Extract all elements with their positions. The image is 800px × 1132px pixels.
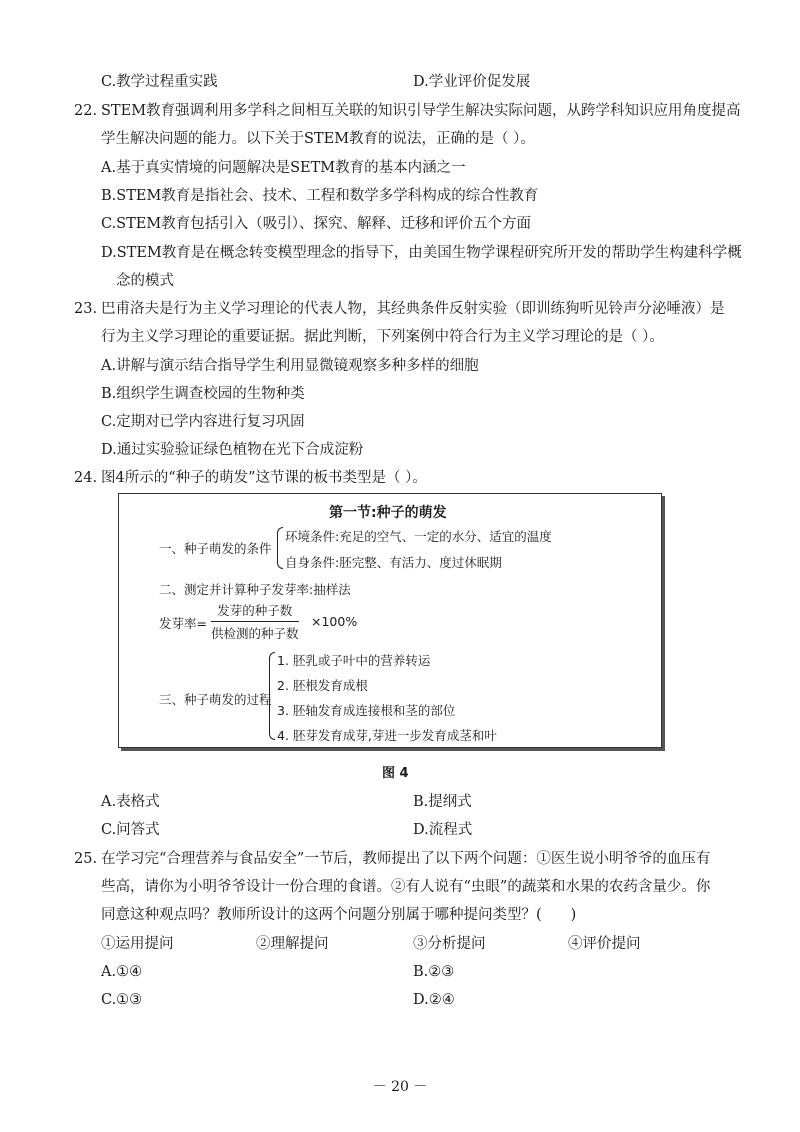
q24-number: 24. [74, 470, 98, 486]
board-formula-tail: ×100% [311, 614, 358, 629]
board-step-4: 4. 胚芽发育成芽,芽进一步发育成茎和叶 [277, 728, 497, 743]
board-section3-label: 三、种子萌发的过程 [159, 692, 272, 707]
q25-stem-line3: 同意这种观点吗？教师所设计的这两个问题分别属于哪种提问类型？( ) [101, 907, 577, 923]
formula-denominator: 供检测的种子数 [211, 626, 299, 641]
board-section2: 二、测定并计算种子发芽率:抽样法 [159, 582, 351, 597]
q23-number: 23. [74, 301, 98, 317]
q23-option-a: A.讲解与演示结合指导学生利用显微镜观察多种多样的细胞 [101, 358, 479, 374]
board-section1-item1: 环境条件:充足的空气、一定的水分、适宜的温度 [285, 529, 552, 544]
q25-choice-3: ③分析提问 [413, 936, 486, 952]
q22-stem-line1: STEM教育强调利用多学科之间相互关联的知识引导学生解决实际问题，从跨学科知识应用角度提高 [101, 103, 741, 119]
q22-number: 22. [74, 103, 98, 119]
section3-brace [269, 652, 275, 740]
q25-choice-2: ②理解提问 [256, 936, 329, 952]
q24-option-d: D.流程式 [413, 822, 473, 838]
q24-option-a: A.表格式 [101, 794, 160, 810]
q25-option-d: D.②④ [413, 992, 455, 1008]
page-number: － 20 － [372, 1079, 428, 1095]
q25-option-b: B.②③ [413, 964, 455, 980]
q22-option-b: B.STEM教育是指社会、技术、工程和数学多学科构成的综合性教育 [101, 188, 539, 204]
q22-option-d-line2: 念的模式 [116, 273, 174, 289]
formula-numerator: 发芽的种子数 [211, 601, 299, 622]
q25-option-c: C.①③ [101, 992, 143, 1008]
section1-brace [277, 527, 283, 569]
q25-option-a: A.①④ [101, 964, 143, 980]
q25-number: 25. [74, 851, 98, 867]
q22-option-c: C.STEM教育包括引入（吸引）、探究、解释、迁移和评价五个方面 [101, 216, 531, 232]
q23-option-b: B.组织学生调查校园的生物种类 [101, 386, 305, 402]
q22-option-d-line1: D.STEM教育是在概念转变模型理念的指导下，由美国生物学课程研究所开发的帮助学生构建科学概 [101, 245, 742, 261]
q25-stem-line1: 在学习完“合理营养与食品安全”一节后，教师提出了以下两个问题：①医生说小明爷爷的血压有 [101, 851, 711, 867]
q23-stem-line2: 行为主义学习理论的重要证据。据此判断，下列案例中符合行为主义学习理论的是（ ）。 [101, 329, 664, 345]
q21-option-d: D.学业评价促发展 [413, 74, 531, 90]
board-section1-label: 一、种子萌发的条件 [159, 541, 272, 556]
board-step-1: 1. 胚乳或子叶中的营养转运 [277, 653, 431, 668]
q23-stem-line1: 巴甫洛夫是行为主义学习理论的代表人物，其经典条件反射实验（即训练狗听见铃声分泌唾液）是 [101, 301, 725, 317]
q25-stem-line2: 些高，请你为小明爷爷设计一份合理的食谱。②有人说有“虫眼”的蔬菜和水果的农药含量少。你 [101, 879, 711, 895]
q22-option-a: A.基于真实情境的问题解决是SETM教育的基本内涵之一 [101, 160, 466, 176]
board-step-2: 2. 胚根发育成根 [277, 678, 368, 693]
q24-option-c: C.问答式 [101, 822, 160, 838]
q23-option-c: C.定期对已学内容进行复习巩固 [101, 414, 305, 430]
blackboard-figure [118, 493, 662, 748]
q21-option-c: C.教学过程重实践 [101, 74, 218, 90]
q24-stem: 图4所示的“种子的萌发”这节课的板书类型是（ ）。 [101, 470, 427, 486]
q25-choice-4: ④评价提问 [568, 936, 641, 952]
board-formula-lhs: 发芽率= [159, 616, 207, 631]
q24-option-b: B.提纲式 [413, 794, 472, 810]
q25-choice-1: ①运用提问 [101, 936, 174, 952]
figure-caption: 图 4 [382, 766, 409, 781]
board-step-3: 3. 胚轴发育成连接根和茎的部位 [277, 703, 456, 718]
board-title: 第一节:种子的萌发 [329, 505, 447, 521]
q22-stem-line2: 学生解决问题的能力。以下关于STEM教育的说法，正确的是（ ）。 [101, 131, 535, 147]
board-formula-fraction [211, 601, 299, 642]
q23-option-d: D.通过实验验证绿色植物在光下合成淀粉 [101, 442, 364, 458]
board-section1-item2: 自身条件:胚完整、有活力、度过休眠期 [285, 555, 502, 570]
